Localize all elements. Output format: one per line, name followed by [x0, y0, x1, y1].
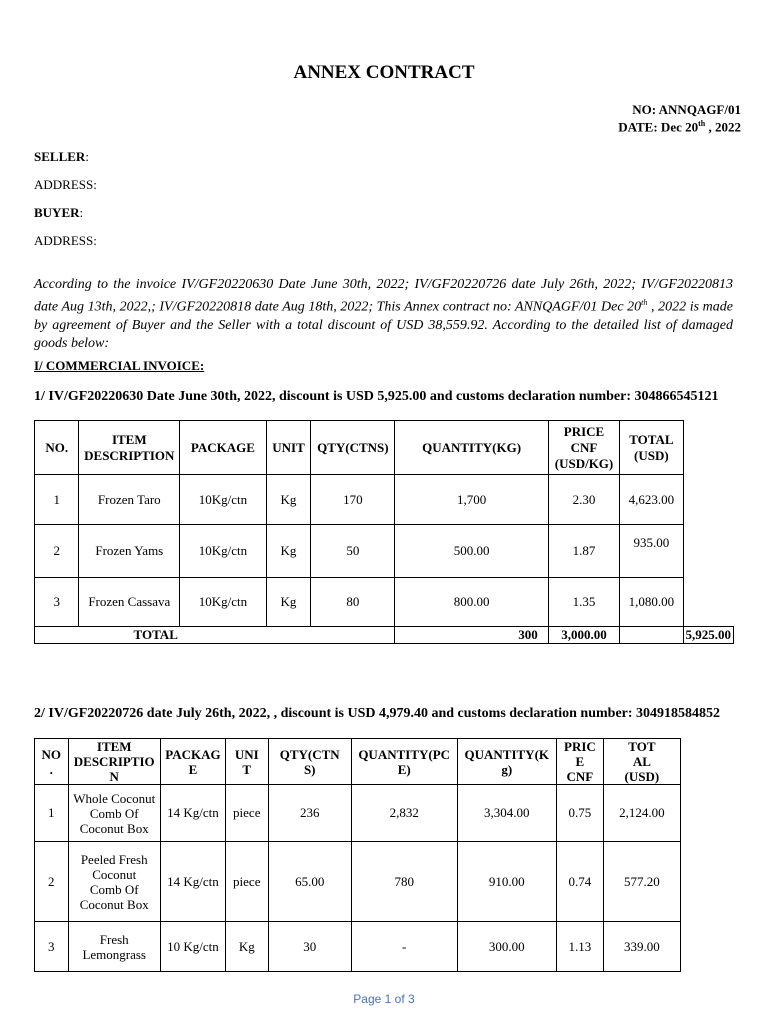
cell-no: 3	[35, 922, 69, 972]
total-amount: 5,925.00	[683, 627, 734, 644]
cell-no: 2	[35, 525, 79, 578]
col-qty: QTY(CTN S)	[268, 739, 351, 785]
buyer-label: BUYER	[34, 205, 80, 220]
cell-total: 1,080.00	[620, 578, 683, 627]
cell-unit: piece	[225, 842, 268, 922]
contract-date	[618, 119, 741, 135]
cell-quantity-kg: 910.00	[457, 842, 557, 922]
col-unit: UNIT	[266, 421, 311, 475]
cell-total: 577.20	[603, 842, 680, 922]
cell-quantity: 1,700	[395, 475, 548, 525]
invoice1-table	[34, 420, 734, 644]
cell-qty: 30	[268, 922, 351, 972]
col-total: TOTAL (USD)	[620, 421, 683, 475]
col-price: PRIC E CNF	[557, 739, 604, 785]
col-unit: UNI T	[225, 739, 268, 785]
total-price	[620, 627, 683, 644]
intro-part1: According to the invoice IV/GF20220630 Date June 30th, 2022; IV/GF20220726 date July 26th, 2022; IV/GF20220813 date Aug 13th, 2022,; IV/GF20220818 date Aug 18th, 2022; This Annex contract no: ANNQAGF/01 Dec 20	[34, 277, 733, 315]
cell-quantity: 500.00	[395, 525, 548, 578]
col-quantity-pce: QUANTITY(PC E)	[351, 739, 457, 785]
cell-price: 2.30	[548, 475, 620, 525]
cell-total: 4,623.00	[620, 475, 683, 525]
page-number: Page 1 of 3	[353, 992, 415, 1006]
table-header-row	[35, 739, 681, 785]
col-quantity: QUANTITY(KG)	[395, 421, 548, 475]
buyer-colon: :	[79, 205, 84, 220]
cell-quantity-pce: 780	[351, 842, 457, 922]
cell-quantity-kg: 300.00	[457, 922, 557, 972]
seller-label: SELLER	[34, 149, 86, 164]
cell-total: 339.00	[603, 922, 680, 972]
cell-unit: Kg	[266, 475, 311, 525]
invoice1-heading: 1/ IV/GF20220630 Date June 30th, 2022, discount is USD 5,925.00 and customs declaration number: 304866545121	[34, 389, 719, 404]
cell-price: 1.13	[557, 922, 604, 972]
cell-total: 2,124.00	[603, 785, 680, 842]
cell-item: Frozen Taro	[79, 475, 180, 525]
table-row	[35, 578, 734, 627]
cell-item: Frozen Yams	[79, 525, 180, 578]
cell-no: 2	[35, 842, 69, 922]
date-suffix: , 2022	[705, 119, 741, 135]
col-item: ITEM DESCRIPTIO N	[68, 739, 160, 785]
cell-package: 10Kg/ctn	[180, 525, 267, 578]
col-package: PACKAG E	[160, 739, 225, 785]
col-no: NO.	[35, 421, 79, 475]
invoice2-heading: 2/ IV/GF20220726 date July 26th, 2022, , discount is USD 4,979.40 and customs declaration number: 304918584852	[34, 706, 721, 721]
cell-unit: Kg	[266, 525, 311, 578]
cell-quantity: 800.00	[395, 578, 548, 627]
table-row	[35, 922, 681, 972]
intro-part2: , 2022 is made by agreement of Buyer and the Seller with a total discount of USD 38,559.92. According to the detailed list of damaged goods below:	[34, 299, 733, 351]
cell-qty: 50	[311, 525, 395, 578]
cell-package: 14 Kg/ctn	[160, 842, 225, 922]
col-no: NO .	[35, 739, 69, 785]
cell-package: 10 Kg/ctn	[160, 922, 225, 972]
cell-qty: 65.00	[268, 842, 351, 922]
document-title: ANNEX CONTRACT	[293, 62, 475, 83]
seller-address: ADDRESS:	[34, 177, 97, 192]
cell-price: 0.75	[557, 785, 604, 842]
cell-package: 10Kg/ctn	[180, 578, 267, 627]
date-prefix: DATE: Dec 20	[618, 119, 699, 135]
total-label: TOTAL	[35, 627, 395, 644]
cell-price: 1.87	[548, 525, 620, 578]
total-quantity: 3,000.00	[548, 627, 620, 644]
cell-no: 1	[35, 785, 69, 842]
cell-package: 14 Kg/ctn	[160, 785, 225, 842]
col-quantity-kg: QUANTITY(K g)	[457, 739, 557, 785]
invoice2-table	[34, 738, 681, 972]
seller-line	[34, 149, 89, 165]
table-row	[35, 785, 681, 842]
col-package: PACKAGE	[180, 421, 267, 475]
date-sup: th	[698, 119, 706, 128]
seller-colon: :	[85, 149, 89, 164]
cell-item: Frozen Cassava	[79, 578, 180, 627]
section-title: I/ COMMERCIAL INVOICE:	[34, 358, 205, 373]
cell-quantity-pce: -	[351, 922, 457, 972]
cell-quantity-kg: 3,304.00	[457, 785, 557, 842]
col-qty: QTY(CTNS)	[311, 421, 395, 475]
cell-no: 1	[35, 475, 79, 525]
cell-item: Peeled Fresh Coconut Comb Of Coconut Box	[68, 842, 160, 922]
table-row	[35, 475, 734, 525]
cell-no: 3	[35, 578, 79, 627]
table-header-row	[35, 421, 734, 475]
cell-quantity-pce: 2,832	[351, 785, 457, 842]
cell-unit: piece	[225, 785, 268, 842]
cell-qty: 170	[311, 475, 395, 525]
cell-item: Whole Coconut Comb Of Coconut Box	[68, 785, 160, 842]
intro-paragraph	[34, 276, 733, 353]
cell-qty: 80	[311, 578, 395, 627]
cell-qty: 236	[268, 785, 351, 842]
cell-total: 935.00	[620, 525, 683, 578]
table-row	[35, 842, 681, 922]
table-row	[35, 525, 734, 578]
cell-item: Fresh Lemongrass	[68, 922, 160, 972]
cell-package: 10Kg/ctn	[180, 475, 267, 525]
cell-price: 1.35	[548, 578, 620, 627]
cell-unit: Kg	[266, 578, 311, 627]
total-qty: 300	[395, 627, 548, 644]
cell-unit: Kg	[225, 922, 268, 972]
contract-number: NO: ANNQAGF/01	[632, 102, 741, 117]
total-row	[35, 627, 734, 644]
col-item: ITEM DESCRIPTION	[79, 421, 180, 475]
buyer-address: ADDRESS:	[34, 233, 97, 248]
col-price: PRICE CNF (USD/KG)	[548, 421, 620, 475]
cell-price: 0.74	[557, 842, 604, 922]
intro-sup: th	[641, 298, 648, 307]
buyer-line	[34, 205, 83, 221]
col-total: TOT AL (USD)	[603, 739, 680, 785]
